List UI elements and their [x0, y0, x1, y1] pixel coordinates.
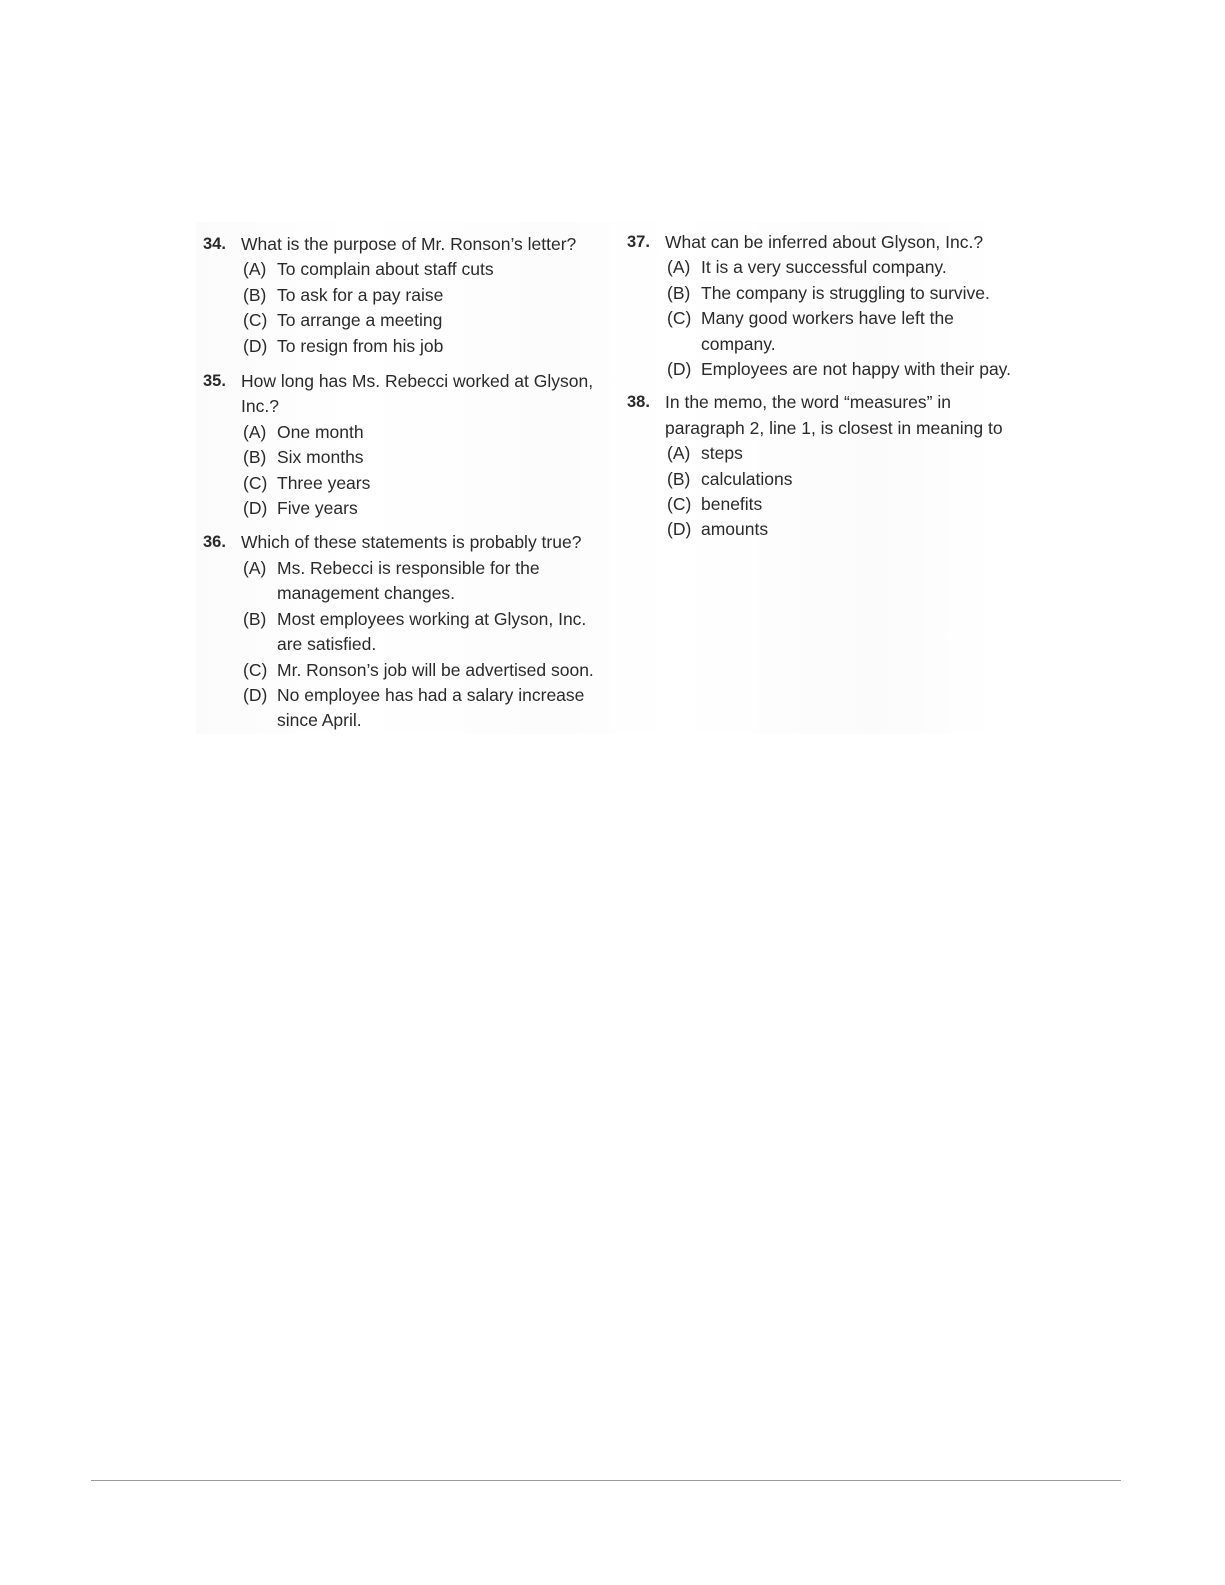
option-text: Mr. Ronson’s job will be advertised soon. — [277, 659, 594, 680]
question-number: 34. — [203, 235, 226, 253]
answer-option-c — [243, 471, 603, 496]
answer-options — [241, 257, 603, 359]
option-letter: (A) — [243, 259, 267, 280]
option-text: calculations — [701, 468, 793, 489]
option-letter: (D) — [243, 335, 268, 356]
option-letter: (C) — [243, 310, 268, 331]
answer-option-d — [667, 517, 1027, 542]
answer-option-b — [667, 281, 1027, 306]
option-letter: (A) — [243, 557, 267, 578]
question-number: 35. — [203, 372, 226, 391]
option-letter: (D) — [667, 519, 692, 540]
answer-option-d — [243, 334, 603, 359]
option-text: Ms. Rebecci is responsible for the management changes. — [277, 557, 540, 604]
question-text: How long has Ms. Rebecci worked at Glyson, Inc.? — [241, 371, 594, 417]
question-34 — [203, 232, 603, 359]
option-text: It is a very successful company. — [701, 257, 947, 278]
question-38 — [627, 390, 1027, 542]
option-letter: (C) — [667, 308, 692, 329]
question-text: In the memo, the word “measures” in paragraph 2, line 1, is closest in meaning to — [665, 392, 1003, 438]
question-number: 38. — [627, 393, 650, 412]
answer-option-a — [243, 556, 547, 607]
answer-option-b — [243, 445, 603, 470]
footer-divider — [91, 1480, 1121, 1481]
answer-options — [665, 255, 1027, 382]
option-text: Five years — [277, 498, 358, 519]
option-text: Six months — [277, 447, 364, 468]
option-text: To resign from his job — [277, 335, 444, 356]
option-text: amounts — [701, 519, 769, 540]
option-letter: (D) — [243, 498, 268, 519]
answer-option-b — [667, 467, 1027, 492]
answer-option-c — [667, 492, 1027, 517]
option-letter: (A) — [667, 257, 691, 278]
answer-options — [241, 556, 603, 734]
question-number: 37. — [627, 233, 650, 251]
option-text: To ask for a pay raise — [277, 284, 444, 305]
answer-option-d — [243, 496, 603, 521]
answer-option-c — [243, 658, 622, 683]
question-37 — [627, 230, 1027, 382]
option-text: The company is struggling to survive. — [701, 282, 990, 303]
question-36 — [203, 530, 603, 733]
option-letter: (B) — [243, 284, 267, 305]
option-letter: (D) — [243, 684, 268, 705]
question-text: What can be inferred about Glyson, Inc.? — [665, 232, 984, 252]
option-text: No employee has had a salary increase since April. — [277, 684, 585, 731]
option-text: Three years — [277, 472, 371, 493]
option-letter: (A) — [667, 443, 691, 464]
option-text: Many good workers have left the company. — [701, 308, 954, 354]
answer-option-c — [667, 306, 966, 357]
question-text: What is the purpose of Mr. Ronson’s letter? — [241, 234, 577, 254]
option-letter: (B) — [667, 282, 691, 303]
answer-option-a — [243, 257, 603, 282]
option-letter: (C) — [667, 494, 692, 515]
option-text: To complain about staff cuts — [277, 259, 494, 280]
option-letter: (C) — [243, 659, 268, 680]
right-question-column — [627, 230, 1027, 543]
option-letter: (A) — [243, 421, 267, 442]
question-text: Which of these statements is probably true? — [241, 532, 582, 553]
option-text: Employees are not happy with their pay. — [701, 359, 1011, 380]
option-letter: (B) — [243, 608, 267, 629]
answer-option-a — [667, 441, 1027, 466]
option-letter: (B) — [243, 447, 267, 468]
question-number: 36. — [203, 533, 226, 552]
answer-option-a — [667, 255, 1027, 280]
option-text: benefits — [701, 494, 763, 515]
answer-options — [665, 441, 1027, 543]
answer-option-b — [243, 607, 599, 658]
option-text: One month — [277, 421, 364, 442]
option-text: To arrange a meeting — [277, 310, 443, 331]
answer-option-a — [243, 420, 603, 445]
left-question-column — [203, 232, 603, 734]
question-35 — [203, 369, 603, 521]
option-text: steps — [701, 443, 743, 464]
option-letter: (C) — [243, 472, 268, 493]
answer-option-d — [667, 357, 1027, 382]
answer-option-b — [243, 283, 603, 308]
answer-option-c — [243, 308, 603, 333]
answer-options — [241, 420, 603, 522]
option-text: Most employees working at Glyson, Inc. are satisfied. — [277, 608, 587, 655]
answer-option-d — [243, 683, 595, 734]
option-letter: (B) — [667, 468, 691, 489]
option-letter: (D) — [667, 359, 692, 380]
